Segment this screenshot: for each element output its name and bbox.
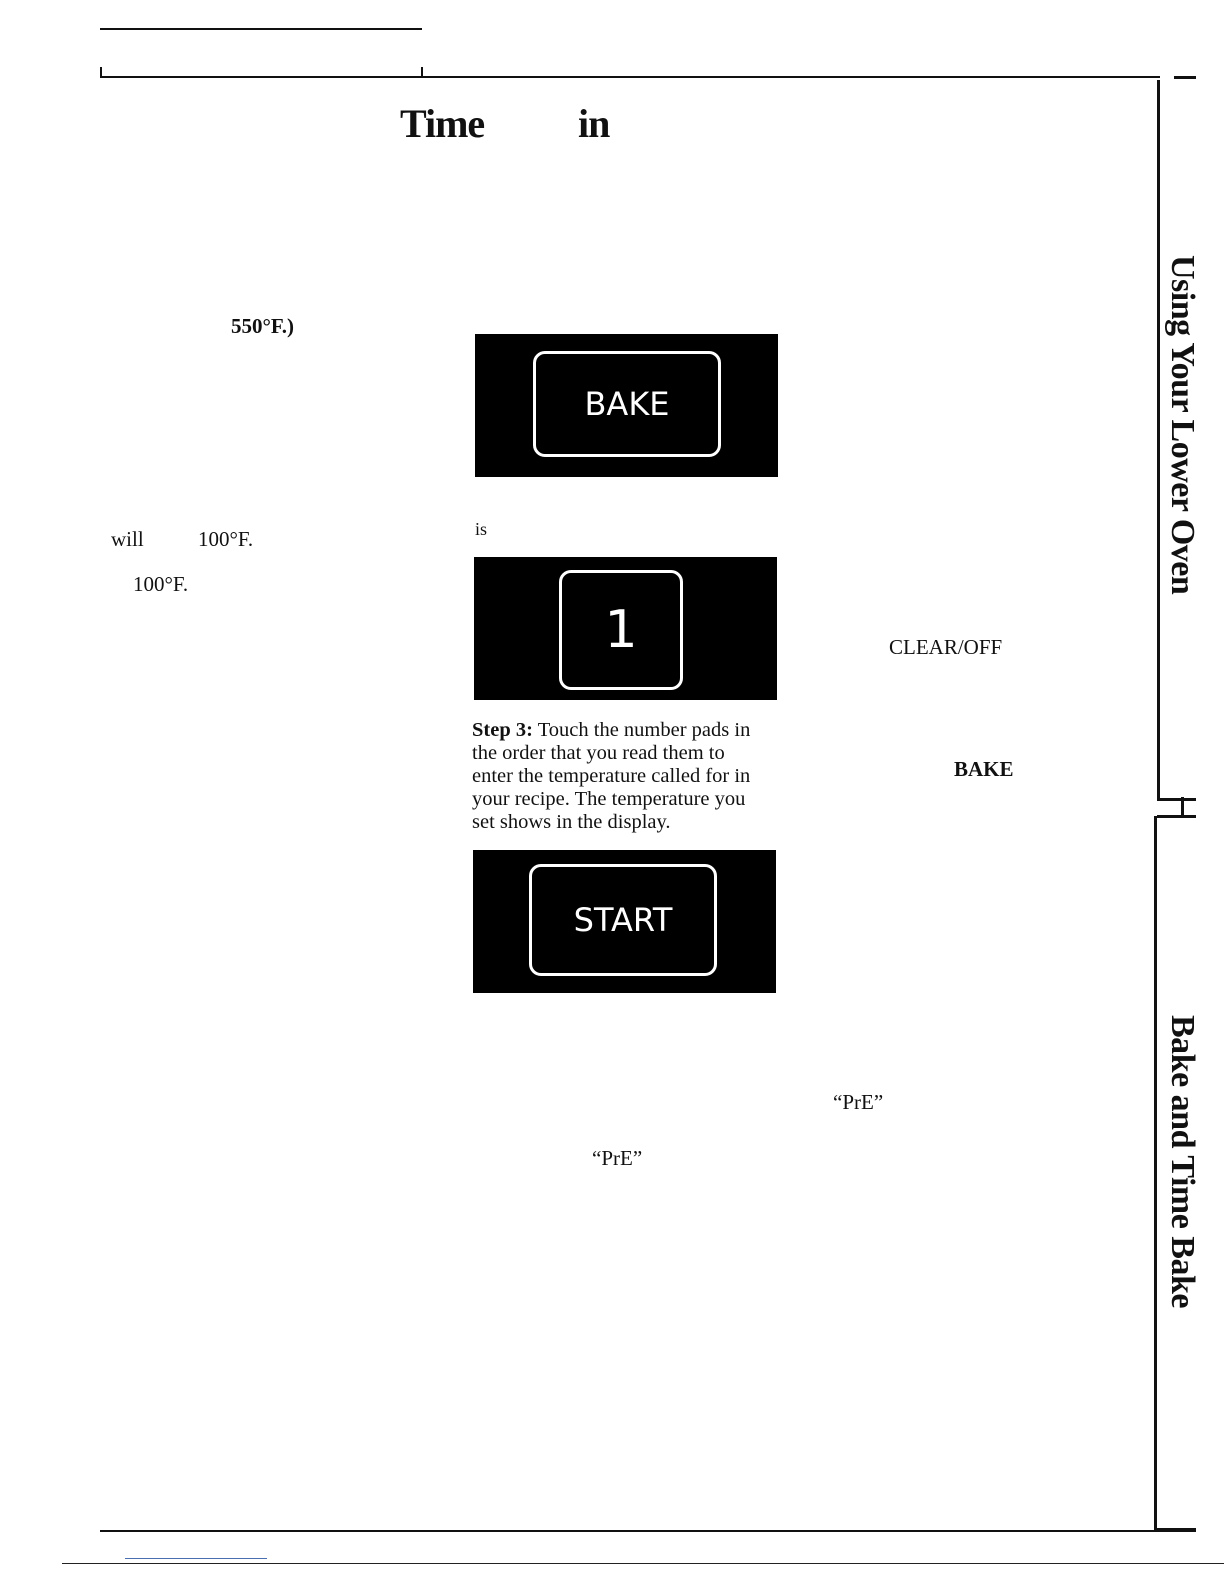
start-key[interactable] bbox=[529, 864, 717, 976]
side-tab1-bottom bbox=[1157, 798, 1196, 801]
step3-lead: Step 3: bbox=[472, 719, 533, 741]
side-tab-bake-time-bake: Bake and Time Bake bbox=[1164, 1015, 1201, 1308]
bake-key-label: BAKE bbox=[584, 385, 670, 423]
bake-key-panel bbox=[475, 334, 778, 477]
step3-line-5: set shows in the display. bbox=[472, 811, 671, 833]
step3-line-1-text: Touch the number pads in bbox=[532, 719, 751, 741]
title-word-time: Time bbox=[400, 101, 485, 146]
step3-line-1 bbox=[472, 719, 782, 742]
bake-word-text: BAKE bbox=[954, 757, 1014, 781]
number-key-panel bbox=[474, 557, 777, 700]
temp-text-a: 100°F. bbox=[198, 527, 254, 551]
header-rule-top bbox=[100, 28, 422, 30]
header-tick-left bbox=[100, 67, 102, 77]
header-tick-mid bbox=[421, 67, 423, 77]
footer-rule-main bbox=[100, 1530, 1196, 1532]
clear-off-text: CLEAR/OFF bbox=[889, 635, 1003, 659]
side-tab-top-cap bbox=[1174, 76, 1196, 79]
footer-rule-thick bbox=[1154, 1528, 1196, 1532]
pre-display-text-a: “PrE” bbox=[833, 1090, 884, 1114]
bake-key[interactable] bbox=[533, 351, 721, 457]
temp-text-b: 100°F. bbox=[133, 572, 189, 596]
side-tab1-border bbox=[1157, 80, 1160, 800]
step3-line-3: enter the temperature called for in bbox=[472, 765, 751, 787]
page-title bbox=[400, 100, 610, 147]
number-key-label: 1 bbox=[604, 600, 638, 660]
start-key-label: START bbox=[573, 901, 673, 939]
step3-paragraph bbox=[472, 719, 782, 834]
step3-line-2: the order that you read them to bbox=[472, 742, 725, 764]
title-word-in: in bbox=[578, 101, 610, 146]
side-tab-using-lower-oven: Using Your Lower Oven bbox=[1164, 255, 1201, 595]
pre-display-text-b: “PrE” bbox=[592, 1146, 643, 1170]
is-fragment: is bbox=[475, 519, 488, 539]
side-tab2-top bbox=[1157, 815, 1196, 818]
header-rule-main bbox=[100, 76, 1160, 78]
max-temp-text: 550°F.) bbox=[231, 314, 295, 338]
number-key-1[interactable] bbox=[559, 570, 683, 690]
footer-accent-rule bbox=[125, 1558, 267, 1559]
side-tab-divider-tick bbox=[1181, 797, 1184, 815]
side-tab2-border bbox=[1154, 816, 1157, 1530]
will-text: will bbox=[111, 527, 144, 551]
step3-line-4: your recipe. The temperature you bbox=[472, 788, 746, 810]
footer-rule-low bbox=[62, 1563, 1224, 1564]
start-key-panel bbox=[473, 850, 776, 993]
